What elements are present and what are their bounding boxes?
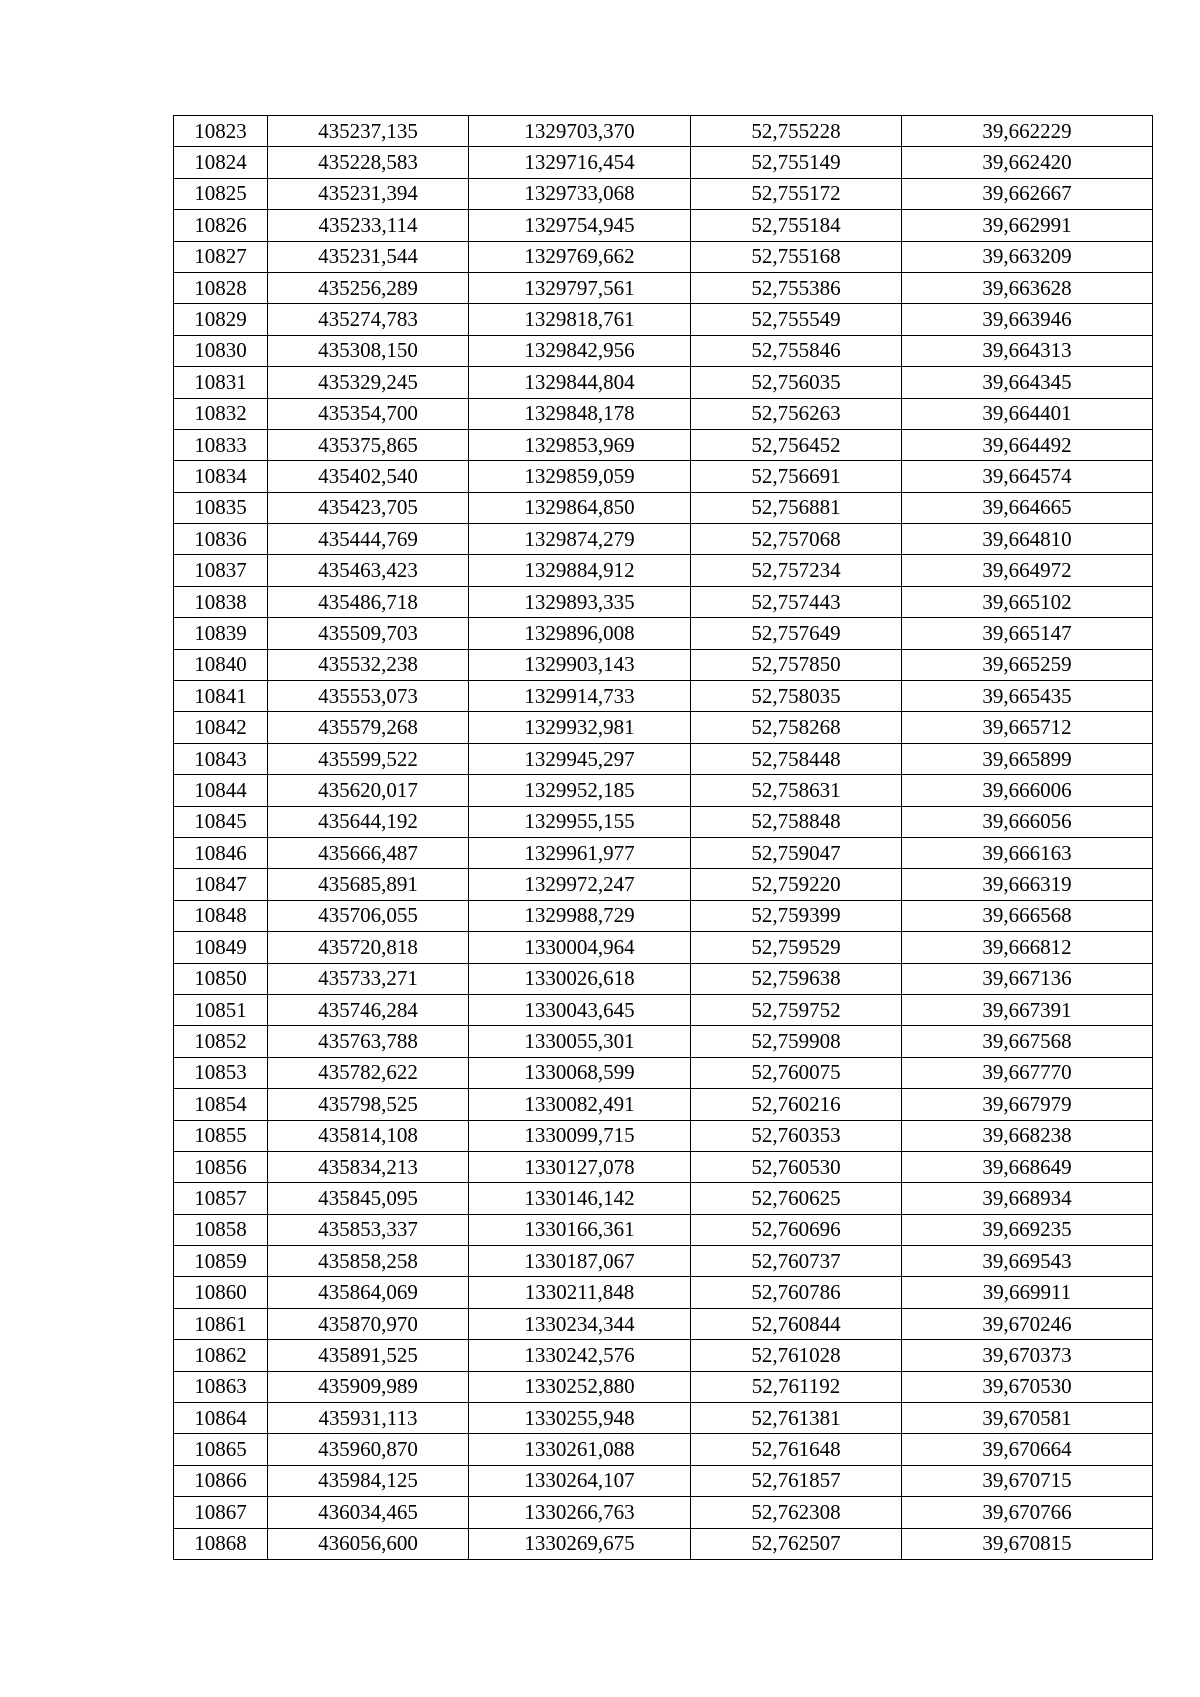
point-number-cell: 10827 (174, 241, 268, 272)
y-coordinate-cell: 1329972,247 (469, 869, 691, 900)
point-number-cell: 10853 (174, 1057, 268, 1088)
table-row (174, 586, 1153, 617)
point-number-cell: 10846 (174, 837, 268, 868)
y-coordinate-cell: 1330211,848 (469, 1277, 691, 1308)
x-coordinate-cell: 435308,150 (268, 335, 469, 366)
longitude-cell: 39,667979 (902, 1089, 1153, 1120)
x-coordinate-cell: 435375,865 (268, 429, 469, 460)
y-coordinate-cell: 1329874,279 (469, 524, 691, 555)
latitude-cell: 52,761192 (691, 1371, 902, 1402)
point-number-cell: 10859 (174, 1246, 268, 1277)
table-row (174, 1371, 1153, 1402)
latitude-cell: 52,759752 (691, 994, 902, 1025)
point-number-cell: 10854 (174, 1089, 268, 1120)
x-coordinate-cell: 435423,705 (268, 492, 469, 523)
y-coordinate-cell: 1330264,107 (469, 1465, 691, 1496)
table-row (174, 1340, 1153, 1371)
longitude-cell: 39,666812 (902, 932, 1153, 963)
longitude-cell: 39,667391 (902, 994, 1153, 1025)
x-coordinate-cell: 435231,394 (268, 178, 469, 209)
point-number-cell: 10842 (174, 712, 268, 743)
latitude-cell: 52,757068 (691, 524, 902, 555)
x-coordinate-cell: 435685,891 (268, 869, 469, 900)
x-coordinate-cell: 435720,818 (268, 932, 469, 963)
table-row (174, 681, 1153, 712)
x-coordinate-cell: 435532,238 (268, 649, 469, 680)
table-row (174, 398, 1153, 429)
latitude-cell: 52,758448 (691, 743, 902, 774)
point-number-cell: 10838 (174, 586, 268, 617)
point-number-cell: 10850 (174, 963, 268, 994)
table-row (174, 1434, 1153, 1465)
y-coordinate-cell: 1329848,178 (469, 398, 691, 429)
x-coordinate-cell: 435909,989 (268, 1371, 469, 1402)
y-coordinate-cell: 1329853,969 (469, 429, 691, 460)
latitude-cell: 52,758631 (691, 775, 902, 806)
point-number-cell: 10855 (174, 1120, 268, 1151)
longitude-cell: 39,669543 (902, 1246, 1153, 1277)
table-row (174, 335, 1153, 366)
latitude-cell: 52,756452 (691, 429, 902, 460)
point-number-cell: 10831 (174, 367, 268, 398)
y-coordinate-cell: 1330099,715 (469, 1120, 691, 1151)
table-row (174, 1246, 1153, 1277)
y-coordinate-cell: 1330146,142 (469, 1183, 691, 1214)
latitude-cell: 52,755386 (691, 272, 902, 303)
x-coordinate-cell: 435231,544 (268, 241, 469, 272)
longitude-cell: 39,670581 (902, 1403, 1153, 1434)
table-row (174, 806, 1153, 837)
latitude-cell: 52,760353 (691, 1120, 902, 1151)
latitude-cell: 52,755549 (691, 304, 902, 335)
x-coordinate-cell: 435870,970 (268, 1308, 469, 1339)
longitude-cell: 39,670815 (902, 1528, 1153, 1559)
point-number-cell: 10834 (174, 461, 268, 492)
x-coordinate-cell: 435553,073 (268, 681, 469, 712)
table-row (174, 272, 1153, 303)
x-coordinate-cell: 435733,271 (268, 963, 469, 994)
y-coordinate-cell: 1329716,454 (469, 147, 691, 178)
latitude-cell: 52,755846 (691, 335, 902, 366)
latitude-cell: 52,760737 (691, 1246, 902, 1277)
table-row (174, 649, 1153, 680)
longitude-cell: 39,666056 (902, 806, 1153, 837)
table-row (174, 1277, 1153, 1308)
longitude-cell: 39,664810 (902, 524, 1153, 555)
latitude-cell: 52,761857 (691, 1465, 902, 1496)
point-number-cell: 10835 (174, 492, 268, 523)
y-coordinate-cell: 1330252,880 (469, 1371, 691, 1402)
table-row (174, 618, 1153, 649)
latitude-cell: 52,761381 (691, 1403, 902, 1434)
longitude-cell: 39,664313 (902, 335, 1153, 366)
y-coordinate-cell: 1329769,662 (469, 241, 691, 272)
table-row (174, 524, 1153, 555)
latitude-cell: 52,756035 (691, 367, 902, 398)
x-coordinate-cell: 435845,095 (268, 1183, 469, 1214)
x-coordinate-cell: 435256,289 (268, 272, 469, 303)
longitude-cell: 39,662420 (902, 147, 1153, 178)
x-coordinate-cell: 435354,700 (268, 398, 469, 429)
point-number-cell: 10837 (174, 555, 268, 586)
table-row (174, 932, 1153, 963)
latitude-cell: 52,761648 (691, 1434, 902, 1465)
longitude-cell: 39,662667 (902, 178, 1153, 209)
latitude-cell: 52,760530 (691, 1151, 902, 1182)
latitude-cell: 52,755228 (691, 116, 902, 147)
latitude-cell: 52,760786 (691, 1277, 902, 1308)
longitude-cell: 39,665102 (902, 586, 1153, 617)
latitude-cell: 52,759638 (691, 963, 902, 994)
table-row (174, 367, 1153, 398)
longitude-cell: 39,667136 (902, 963, 1153, 994)
y-coordinate-cell: 1329955,155 (469, 806, 691, 837)
point-number-cell: 10864 (174, 1403, 268, 1434)
table-row (174, 304, 1153, 335)
longitude-cell: 39,666163 (902, 837, 1153, 868)
latitude-cell: 52,760075 (691, 1057, 902, 1088)
y-coordinate-cell: 1329818,761 (469, 304, 691, 335)
point-number-cell: 10865 (174, 1434, 268, 1465)
point-number-cell: 10833 (174, 429, 268, 460)
table-row (174, 1214, 1153, 1245)
point-number-cell: 10851 (174, 994, 268, 1025)
table-row (174, 1089, 1153, 1120)
x-coordinate-cell: 435644,192 (268, 806, 469, 837)
point-number-cell: 10857 (174, 1183, 268, 1214)
y-coordinate-cell: 1329733,068 (469, 178, 691, 209)
y-coordinate-cell: 1329797,561 (469, 272, 691, 303)
y-coordinate-cell: 1330004,964 (469, 932, 691, 963)
longitude-cell: 39,665435 (902, 681, 1153, 712)
table-row (174, 994, 1153, 1025)
y-coordinate-cell: 1329914,733 (469, 681, 691, 712)
y-coordinate-cell: 1330068,599 (469, 1057, 691, 1088)
y-coordinate-cell: 1329988,729 (469, 900, 691, 931)
longitude-cell: 39,665259 (902, 649, 1153, 680)
coordinates-table-body (174, 116, 1153, 1560)
y-coordinate-cell: 1330166,361 (469, 1214, 691, 1245)
table-row (174, 1183, 1153, 1214)
y-coordinate-cell: 1329884,912 (469, 555, 691, 586)
latitude-cell: 52,756691 (691, 461, 902, 492)
point-number-cell: 10840 (174, 649, 268, 680)
x-coordinate-cell: 435858,258 (268, 1246, 469, 1277)
point-number-cell: 10862 (174, 1340, 268, 1371)
point-number-cell: 10848 (174, 900, 268, 931)
y-coordinate-cell: 1329703,370 (469, 116, 691, 147)
latitude-cell: 52,762308 (691, 1497, 902, 1528)
x-coordinate-cell: 435620,017 (268, 775, 469, 806)
latitude-cell: 52,759908 (691, 1026, 902, 1057)
point-number-cell: 10847 (174, 869, 268, 900)
longitude-cell: 39,664345 (902, 367, 1153, 398)
x-coordinate-cell: 435666,487 (268, 837, 469, 868)
longitude-cell: 39,670246 (902, 1308, 1153, 1339)
longitude-cell: 39,668649 (902, 1151, 1153, 1182)
longitude-cell: 39,663628 (902, 272, 1153, 303)
latitude-cell: 52,758268 (691, 712, 902, 743)
x-coordinate-cell: 435814,108 (268, 1120, 469, 1151)
y-coordinate-cell: 1330187,067 (469, 1246, 691, 1277)
table-row (174, 492, 1153, 523)
y-coordinate-cell: 1329844,804 (469, 367, 691, 398)
x-coordinate-cell: 435706,055 (268, 900, 469, 931)
latitude-cell: 52,762507 (691, 1528, 902, 1559)
point-number-cell: 10852 (174, 1026, 268, 1057)
longitude-cell: 39,668934 (902, 1183, 1153, 1214)
table-row (174, 900, 1153, 931)
latitude-cell: 52,756263 (691, 398, 902, 429)
table-row (174, 1403, 1153, 1434)
x-coordinate-cell: 435444,769 (268, 524, 469, 555)
longitude-cell: 39,666006 (902, 775, 1153, 806)
longitude-cell: 39,667770 (902, 1057, 1153, 1088)
y-coordinate-cell: 1330055,301 (469, 1026, 691, 1057)
x-coordinate-cell: 435329,245 (268, 367, 469, 398)
point-number-cell: 10845 (174, 806, 268, 837)
y-coordinate-cell: 1329945,297 (469, 743, 691, 774)
table-row (174, 147, 1153, 178)
point-number-cell: 10839 (174, 618, 268, 649)
longitude-cell: 39,670373 (902, 1340, 1153, 1371)
point-number-cell: 10843 (174, 743, 268, 774)
y-coordinate-cell: 1330242,576 (469, 1340, 691, 1371)
x-coordinate-cell: 435233,114 (268, 210, 469, 241)
x-coordinate-cell: 435486,718 (268, 586, 469, 617)
point-number-cell: 10867 (174, 1497, 268, 1528)
table-row (174, 775, 1153, 806)
x-coordinate-cell: 435853,337 (268, 1214, 469, 1245)
point-number-cell: 10825 (174, 178, 268, 209)
longitude-cell: 39,670664 (902, 1434, 1153, 1465)
latitude-cell: 52,759047 (691, 837, 902, 868)
x-coordinate-cell: 435931,113 (268, 1403, 469, 1434)
table-row (174, 210, 1153, 241)
longitude-cell: 39,663209 (902, 241, 1153, 272)
longitude-cell: 39,668238 (902, 1120, 1153, 1151)
longitude-cell: 39,662991 (902, 210, 1153, 241)
latitude-cell: 52,760844 (691, 1308, 902, 1339)
table-row (174, 963, 1153, 994)
x-coordinate-cell: 435960,870 (268, 1434, 469, 1465)
table-row (174, 1465, 1153, 1496)
latitude-cell: 52,758848 (691, 806, 902, 837)
longitude-cell: 39,670766 (902, 1497, 1153, 1528)
latitude-cell: 52,760216 (691, 1089, 902, 1120)
point-number-cell: 10844 (174, 775, 268, 806)
latitude-cell: 52,760696 (691, 1214, 902, 1245)
latitude-cell: 52,757443 (691, 586, 902, 617)
y-coordinate-cell: 1329859,059 (469, 461, 691, 492)
point-number-cell: 10861 (174, 1308, 268, 1339)
longitude-cell: 39,664665 (902, 492, 1153, 523)
longitude-cell: 39,666568 (902, 900, 1153, 931)
longitude-cell: 39,669911 (902, 1277, 1153, 1308)
point-number-cell: 10863 (174, 1371, 268, 1402)
coordinates-table (173, 115, 1153, 1560)
latitude-cell: 52,760625 (691, 1183, 902, 1214)
table-row (174, 743, 1153, 774)
longitude-cell: 39,665712 (902, 712, 1153, 743)
table-row (174, 837, 1153, 868)
longitude-cell: 39,665899 (902, 743, 1153, 774)
point-number-cell: 10824 (174, 147, 268, 178)
table-row (174, 1057, 1153, 1088)
x-coordinate-cell: 436056,600 (268, 1528, 469, 1559)
x-coordinate-cell: 435834,213 (268, 1151, 469, 1182)
latitude-cell: 52,759529 (691, 932, 902, 963)
longitude-cell: 39,663946 (902, 304, 1153, 335)
latitude-cell: 52,756881 (691, 492, 902, 523)
longitude-cell: 39,666319 (902, 869, 1153, 900)
longitude-cell: 39,664574 (902, 461, 1153, 492)
latitude-cell: 52,757850 (691, 649, 902, 680)
table-row (174, 429, 1153, 460)
y-coordinate-cell: 1330269,675 (469, 1528, 691, 1559)
y-coordinate-cell: 1329893,335 (469, 586, 691, 617)
latitude-cell: 52,755184 (691, 210, 902, 241)
longitude-cell: 39,664972 (902, 555, 1153, 586)
y-coordinate-cell: 1329932,981 (469, 712, 691, 743)
point-number-cell: 10823 (174, 116, 268, 147)
point-number-cell: 10826 (174, 210, 268, 241)
table-row (174, 241, 1153, 272)
x-coordinate-cell: 435763,788 (268, 1026, 469, 1057)
longitude-cell: 39,669235 (902, 1214, 1153, 1245)
table-row (174, 555, 1153, 586)
x-coordinate-cell: 435274,783 (268, 304, 469, 335)
y-coordinate-cell: 1330043,645 (469, 994, 691, 1025)
y-coordinate-cell: 1329961,977 (469, 837, 691, 868)
table-row (174, 461, 1153, 492)
point-number-cell: 10841 (174, 681, 268, 712)
table-row (174, 869, 1153, 900)
x-coordinate-cell: 435782,622 (268, 1057, 469, 1088)
table-row (174, 712, 1153, 743)
longitude-cell: 39,670715 (902, 1465, 1153, 1496)
x-coordinate-cell: 435599,522 (268, 743, 469, 774)
x-coordinate-cell: 435798,525 (268, 1089, 469, 1120)
y-coordinate-cell: 1330127,078 (469, 1151, 691, 1182)
x-coordinate-cell: 435237,135 (268, 116, 469, 147)
table-row (174, 1120, 1153, 1151)
table-row (174, 1151, 1153, 1182)
point-number-cell: 10866 (174, 1465, 268, 1496)
longitude-cell: 39,664492 (902, 429, 1153, 460)
point-number-cell: 10836 (174, 524, 268, 555)
longitude-cell: 39,667568 (902, 1026, 1153, 1057)
y-coordinate-cell: 1329896,008 (469, 618, 691, 649)
x-coordinate-cell: 435891,525 (268, 1340, 469, 1371)
x-coordinate-cell: 435402,540 (268, 461, 469, 492)
table-row (174, 1497, 1153, 1528)
y-coordinate-cell: 1330266,763 (469, 1497, 691, 1528)
latitude-cell: 52,755149 (691, 147, 902, 178)
point-number-cell: 10868 (174, 1528, 268, 1559)
table-row (174, 178, 1153, 209)
x-coordinate-cell: 435746,284 (268, 994, 469, 1025)
longitude-cell: 39,670530 (902, 1371, 1153, 1402)
y-coordinate-cell: 1329864,850 (469, 492, 691, 523)
latitude-cell: 52,759399 (691, 900, 902, 931)
point-number-cell: 10856 (174, 1151, 268, 1182)
latitude-cell: 52,755168 (691, 241, 902, 272)
latitude-cell: 52,759220 (691, 869, 902, 900)
y-coordinate-cell: 1329754,945 (469, 210, 691, 241)
longitude-cell: 39,662229 (902, 116, 1153, 147)
point-number-cell: 10860 (174, 1277, 268, 1308)
point-number-cell: 10828 (174, 272, 268, 303)
latitude-cell: 52,761028 (691, 1340, 902, 1371)
x-coordinate-cell: 436034,465 (268, 1497, 469, 1528)
table-row (174, 1528, 1153, 1559)
table-row (174, 1026, 1153, 1057)
y-coordinate-cell: 1330026,618 (469, 963, 691, 994)
point-number-cell: 10849 (174, 932, 268, 963)
table-row (174, 1308, 1153, 1339)
x-coordinate-cell: 435463,423 (268, 555, 469, 586)
y-coordinate-cell: 1329842,956 (469, 335, 691, 366)
longitude-cell: 39,664401 (902, 398, 1153, 429)
y-coordinate-cell: 1330255,948 (469, 1403, 691, 1434)
point-number-cell: 10829 (174, 304, 268, 335)
y-coordinate-cell: 1329952,185 (469, 775, 691, 806)
latitude-cell: 52,757649 (691, 618, 902, 649)
point-number-cell: 10858 (174, 1214, 268, 1245)
point-number-cell: 10830 (174, 335, 268, 366)
y-coordinate-cell: 1329903,143 (469, 649, 691, 680)
table-row (174, 116, 1153, 147)
latitude-cell: 52,758035 (691, 681, 902, 712)
latitude-cell: 52,757234 (691, 555, 902, 586)
x-coordinate-cell: 435864,069 (268, 1277, 469, 1308)
x-coordinate-cell: 435228,583 (268, 147, 469, 178)
y-coordinate-cell: 1330234,344 (469, 1308, 691, 1339)
y-coordinate-cell: 1330082,491 (469, 1089, 691, 1120)
longitude-cell: 39,665147 (902, 618, 1153, 649)
x-coordinate-cell: 435984,125 (268, 1465, 469, 1496)
x-coordinate-cell: 435509,703 (268, 618, 469, 649)
point-number-cell: 10832 (174, 398, 268, 429)
y-coordinate-cell: 1330261,088 (469, 1434, 691, 1465)
latitude-cell: 52,755172 (691, 178, 902, 209)
x-coordinate-cell: 435579,268 (268, 712, 469, 743)
